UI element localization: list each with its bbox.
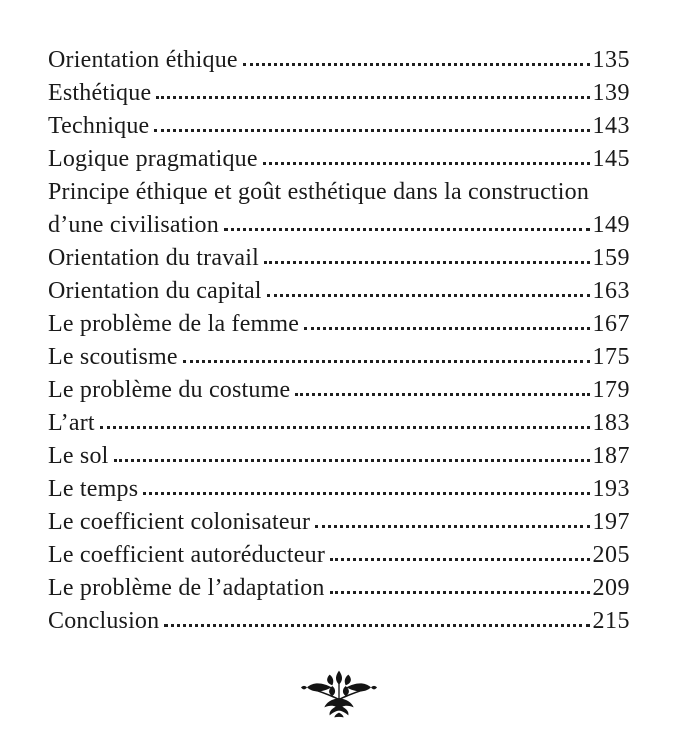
dot-leader <box>264 261 589 264</box>
toc-entry-title: Orientation éthique <box>48 47 238 73</box>
toc-entry-title: Le problème de l’adaptation <box>48 575 325 601</box>
toc-entry <box>48 440 630 473</box>
dot-leader <box>183 360 590 363</box>
toc-entry <box>48 110 630 143</box>
dot-leader <box>243 63 590 66</box>
toc-entry-title: Le temps <box>48 476 139 502</box>
toc-entry-title: Le coefficient autoréducteur <box>48 542 326 568</box>
toc-entry-page: 149 <box>592 212 630 238</box>
toc-entry <box>48 44 630 77</box>
toc-entry-page: 193 <box>592 476 630 502</box>
toc-entry-page: 215 <box>592 608 630 634</box>
toc-entry-title: L’art <box>48 410 95 436</box>
toc-entry-page: 159 <box>592 245 630 271</box>
dot-leader <box>315 525 589 528</box>
dot-leader <box>156 96 589 99</box>
dot-leader <box>295 393 589 396</box>
dot-leader <box>143 492 589 495</box>
toc-entry <box>48 473 630 506</box>
toc-entry-page: 187 <box>592 443 630 469</box>
toc-entry-title: Le coefficient colonisateur <box>48 509 311 535</box>
page-footer-ornament <box>48 670 630 723</box>
toc-entry-title-line1: Principe éthique et goût esthétique dans la construction <box>48 179 590 205</box>
dot-leader <box>154 129 589 132</box>
toc-entry-title: Esthétique <box>48 80 152 106</box>
dot-leader <box>330 558 589 561</box>
toc-entry-page: 163 <box>592 278 630 304</box>
dot-leader <box>304 327 589 330</box>
dot-leader <box>267 294 590 297</box>
toc-entry-page: 197 <box>592 509 630 535</box>
toc-entry-title: Le scoutisme <box>48 344 178 370</box>
toc-entry <box>48 143 630 176</box>
dot-leader <box>330 591 590 594</box>
toc-entry-title: Technique <box>48 113 150 139</box>
toc-entry-title: Conclusion <box>48 608 160 634</box>
toc-entry-title: Orientation du travail <box>48 245 260 271</box>
toc-entry-page: 139 <box>592 80 630 106</box>
toc-entry-title: Logique pragmatique <box>48 146 258 172</box>
dot-leader <box>114 459 590 462</box>
toc-entry-page: 135 <box>592 47 630 73</box>
toc-entry-page: 143 <box>592 113 630 139</box>
toc-entry-title: Le sol <box>48 443 109 469</box>
toc-entry-multiline <box>48 176 630 242</box>
toc-entry <box>48 572 630 605</box>
toc-entry <box>48 407 630 440</box>
toc-entry-page: 175 <box>592 344 630 370</box>
toc-entry <box>48 275 630 308</box>
toc-entry-title: Orientation du capital <box>48 278 262 304</box>
toc-entry-page: 183 <box>592 410 630 436</box>
toc-entry-title: Le problème du costume <box>48 377 291 403</box>
dot-leader <box>100 426 590 429</box>
toc-entry <box>48 506 630 539</box>
toc-entry-title-line2: d’une civilisation <box>48 212 219 238</box>
table-of-contents <box>48 44 630 638</box>
dot-leader <box>224 228 590 231</box>
toc-entry <box>48 605 630 638</box>
dot-leader <box>263 162 590 165</box>
toc-entry-page: 209 <box>592 575 630 601</box>
toc-entry <box>48 77 630 110</box>
toc-entry <box>48 539 630 572</box>
toc-entry-title: Le problème de la femme <box>48 311 300 337</box>
dot-leader <box>164 624 589 627</box>
toc-entry <box>48 308 630 341</box>
toc-entry-page: 205 <box>592 542 630 568</box>
toc-entry-page: 179 <box>592 377 630 403</box>
toc-entry-page: 145 <box>592 146 630 172</box>
toc-entry <box>48 341 630 374</box>
toc-entry <box>48 374 630 407</box>
fleuron-icon <box>299 670 379 718</box>
toc-entry-page: 167 <box>592 311 630 337</box>
toc-entry <box>48 242 630 275</box>
